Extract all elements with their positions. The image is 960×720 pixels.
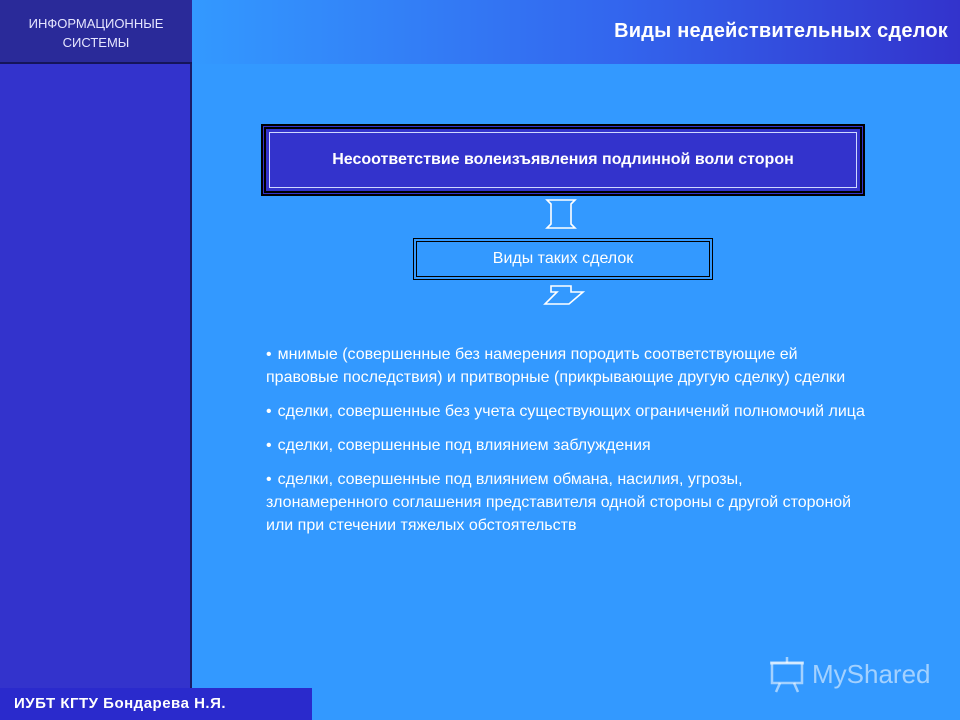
logo-line-2: СИСТЕМЫ bbox=[62, 35, 130, 50]
list-item-text: сделки, совершенные без учета существующих ограничений полномочий лица bbox=[277, 403, 865, 420]
main-concept-text: Несоответствие волеизъявления подлинной воли сторон bbox=[332, 151, 794, 168]
sub-concept-box bbox=[413, 238, 713, 280]
footer-author: ИУБТ КГТУ Бондарева Н.Я. bbox=[0, 688, 312, 720]
list-item-text: сделки, совершенные под влиянием заблуждения bbox=[277, 437, 651, 454]
list-item-text: мнимые (совершенные без намерения породить соответствующие ей правовые последствия) и притворные (прикрывающие другую сделку) сделки bbox=[266, 346, 846, 386]
bullet-dot: • bbox=[266, 403, 272, 420]
logo-line-1: ИНФОРМАЦИОННЫЕ bbox=[28, 16, 164, 31]
list-item bbox=[266, 400, 866, 423]
bullet-dot: • bbox=[266, 346, 272, 363]
sidebar bbox=[0, 0, 192, 720]
page-title: Виды недействительных сделок bbox=[614, 20, 948, 42]
down-arrow-icon bbox=[543, 285, 587, 305]
watermark-text: MyShared bbox=[812, 659, 931, 689]
list-item bbox=[266, 343, 866, 389]
bullet-dot: • bbox=[266, 471, 272, 488]
list-item-text: сделки, совершенные под влиянием обмана, насилия, угрозы, злонамеренного соглашения представителя одной стороны с другой стороной или при стечении тяжелых обстоятельств bbox=[266, 471, 852, 534]
list-item bbox=[266, 468, 866, 537]
presentation-board-icon bbox=[768, 657, 806, 693]
bullet-dot: • bbox=[266, 437, 272, 454]
list-item bbox=[266, 434, 866, 457]
main-concept-box bbox=[261, 124, 865, 196]
watermark bbox=[768, 655, 948, 695]
logo-box bbox=[0, 0, 192, 64]
bullet-list bbox=[266, 343, 866, 548]
header-band bbox=[192, 0, 960, 64]
sub-concept-text: Виды таких сделок bbox=[492, 250, 634, 267]
up-down-arrow-icon bbox=[543, 199, 579, 229]
